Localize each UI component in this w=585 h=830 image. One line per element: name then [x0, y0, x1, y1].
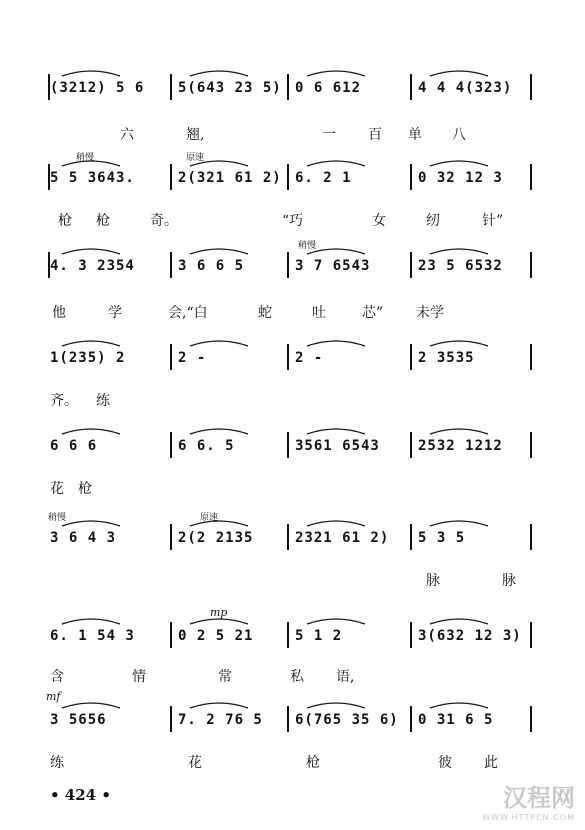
- lyric-syllable: 未学: [416, 305, 444, 321]
- measure-notes: 1(235) 2: [50, 350, 126, 366]
- lyric-syllable: 脉: [426, 573, 440, 589]
- lyric-syllable: 学: [108, 305, 122, 321]
- lyric-syllable: 常: [218, 669, 232, 685]
- measure-notes: 6. 2 1: [295, 170, 352, 186]
- dynamic-mark: mf: [46, 690, 61, 703]
- measure-notes: 2(321 61 2): [178, 170, 282, 186]
- lyric-syllable: 含: [50, 669, 64, 685]
- lyric-syllable: 一: [322, 127, 336, 143]
- lyric-syllable: 枪: [306, 755, 320, 771]
- lyric-syllable: 吐: [312, 305, 326, 321]
- measure-notes: 0 31 6 5: [418, 712, 494, 728]
- lyric-syllable: 此: [484, 755, 498, 771]
- slur: [430, 249, 488, 254]
- slur: [62, 161, 120, 166]
- measure-notes: 0 32 12 3: [418, 170, 503, 186]
- measure-notes: (3212) 5 6: [50, 80, 145, 96]
- watermark-url: WWW.HTTPCN.COM: [482, 813, 575, 822]
- measure-notes: 6 6 6: [50, 438, 98, 454]
- slur: [430, 429, 488, 434]
- slur: [307, 161, 365, 166]
- lyric-syllable: 枪: [78, 481, 92, 497]
- slur: [62, 703, 120, 708]
- measure-notes: 0 2 5 21: [178, 628, 254, 644]
- slur: [190, 429, 248, 434]
- measure-notes: 5 5 3643.: [50, 170, 135, 186]
- lyric-syllable: 蛇: [258, 305, 272, 321]
- measure-notes: 5(643 23 5): [178, 80, 282, 96]
- slur: [430, 341, 488, 346]
- lyric-syllable: 女: [372, 213, 386, 229]
- measure-notes: 2532 1212: [418, 438, 503, 454]
- measure-notes: 6(765 35 6): [295, 712, 399, 728]
- tempo-mark: 稍慢: [48, 513, 67, 523]
- measure-notes: 23 5 6532: [418, 258, 503, 274]
- lyric-syllable: 练: [50, 755, 64, 771]
- slur: [430, 521, 488, 526]
- watermark-logo: 汉程网: [503, 784, 575, 812]
- slur: [62, 249, 120, 254]
- lyric-syllable: 翘,: [186, 127, 205, 143]
- lyric-syllable: 彼: [438, 755, 452, 771]
- slur: [307, 429, 365, 434]
- slur: [307, 71, 365, 76]
- slur: [307, 619, 365, 624]
- slur: [190, 341, 248, 346]
- tempo-mark: 稍慢: [298, 241, 317, 251]
- measure-notes: 5 1 2: [295, 628, 343, 644]
- measure-notes: 0 6 612: [295, 80, 362, 96]
- slur: [62, 341, 120, 346]
- measure-notes: 3 7 6543: [295, 258, 371, 274]
- lyric-syllable: 花: [188, 755, 202, 771]
- lyric-syllable: 会,“白: [168, 305, 208, 321]
- measure-notes: 3(632 12 3): [418, 628, 522, 644]
- lyric-syllable: 他: [52, 305, 66, 321]
- measure-notes: 2 -: [295, 350, 324, 366]
- slur: [190, 703, 248, 708]
- measure-notes: 3561 6543: [295, 438, 380, 454]
- slur: [190, 71, 248, 76]
- lyric-syllable: 脉: [502, 573, 516, 589]
- slur: [62, 429, 120, 434]
- lyric-syllable: 奇。: [150, 213, 178, 229]
- lyric-syllable: 芯”: [362, 305, 384, 321]
- slur: [190, 521, 248, 526]
- measure-notes: 3 6 6 5: [178, 258, 245, 274]
- slur: [62, 619, 120, 624]
- lyric-syllable: 八: [452, 127, 466, 143]
- slur: [307, 341, 365, 346]
- slur: [307, 521, 365, 526]
- slur: [190, 161, 248, 166]
- lyric-syllable: 练: [96, 393, 110, 409]
- lyric-syllable: 枪: [58, 213, 72, 229]
- measure-notes: 2 -: [178, 350, 207, 366]
- measure-notes: 3 6 4 3: [50, 530, 117, 546]
- page-number: • 424 •: [50, 786, 111, 804]
- measure-notes: 2321 61 2): [295, 530, 390, 546]
- slur: [62, 71, 120, 76]
- tempo-mark: 原速: [186, 153, 205, 163]
- lyric-syllable: 单: [408, 127, 422, 143]
- measure-notes: 3 5656: [50, 712, 107, 728]
- lyric-syllable: 情: [132, 669, 146, 685]
- lyric-syllable: 枪: [96, 213, 110, 229]
- lyric-syllable: “巧: [282, 213, 304, 229]
- lyric-syllable: 纫: [426, 213, 440, 229]
- lyric-syllable: 语,: [336, 669, 355, 685]
- slur: [430, 619, 488, 624]
- slur: [430, 703, 488, 708]
- lyric-syllable: 齐。: [50, 393, 78, 409]
- tempo-mark: 原速: [200, 513, 219, 523]
- slur: [307, 249, 365, 254]
- measure-notes: 6. 1 54 3: [50, 628, 135, 644]
- lyric-syllable: 花: [50, 481, 64, 497]
- measure-notes: 7. 2 76 5: [178, 712, 263, 728]
- measure-notes: 6 6. 5: [178, 438, 235, 454]
- lyric-syllable: 百: [368, 127, 382, 143]
- measure-notes: 5 3 5: [418, 530, 466, 546]
- measure-notes: 2(2 2135: [178, 530, 254, 546]
- tempo-mark: 稍慢: [76, 153, 95, 163]
- measure-notes: 4. 3 2354: [50, 258, 135, 274]
- lyric-syllable: 六: [120, 127, 134, 143]
- slur: [190, 249, 248, 254]
- measure-notes: 4 4 4(323): [418, 80, 513, 96]
- slur: [307, 703, 365, 708]
- slur: [430, 161, 488, 166]
- slur: [190, 619, 248, 624]
- lyric-syllable: 针”: [482, 213, 504, 229]
- dynamic-mark: mp: [210, 606, 228, 619]
- slur: [430, 71, 488, 76]
- measure-notes: 2 3535: [418, 350, 475, 366]
- lyric-syllable: 私: [290, 669, 304, 685]
- slur: [62, 521, 120, 526]
